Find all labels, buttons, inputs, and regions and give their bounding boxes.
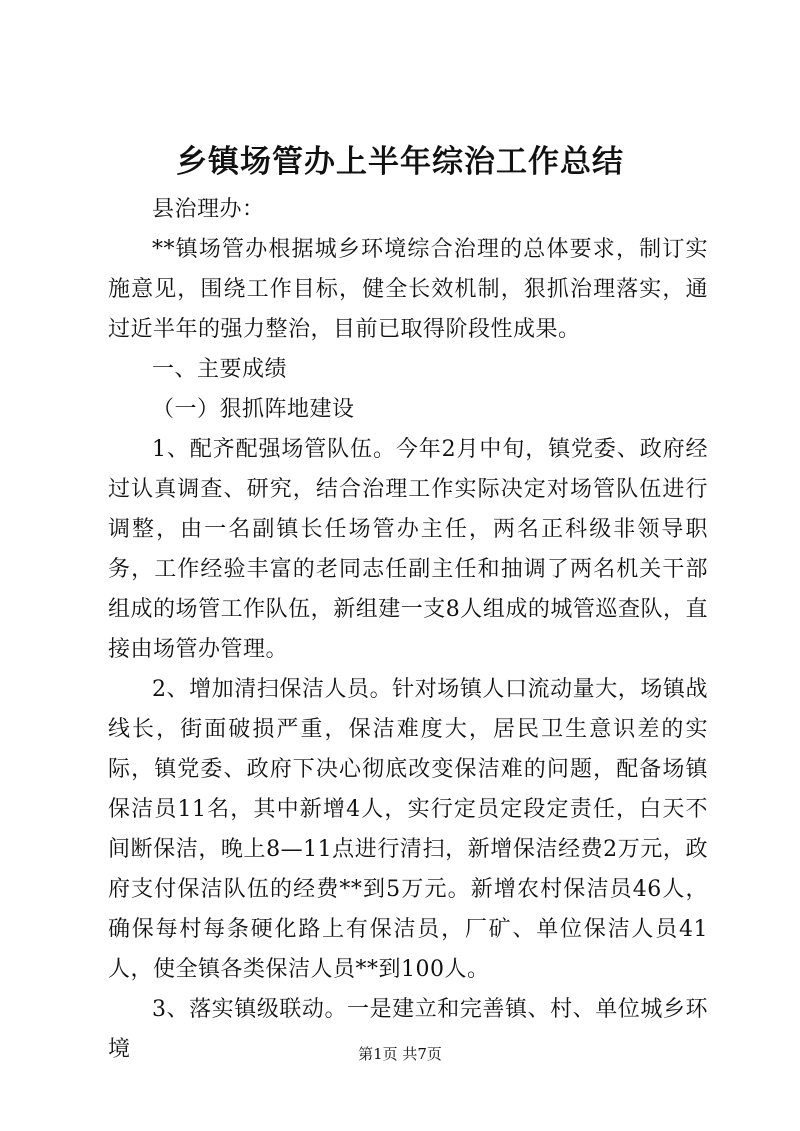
page-footer: 第1页 共7页 xyxy=(358,1045,442,1063)
section-heading-main-achievements: 一、主要成绩 xyxy=(152,357,288,382)
paragraph-item-2: 2、增加清扫保洁人员。针对场镇人口流动量大，场镇战线长，街面破损严重，保洁难度大，居民卫生意识差的实际，镇党委、政府下决心彻底改变保洁难的问题，配备场镇保洁员11名，其中新增4人，实行定员定段定责任，白天不间断保洁，晚上8—11点进行清扫，新增保洁经费2万元，政府支付保洁队伍的经费**到5万元。新增农村保洁员46人，确保每村每条硬化路上有保洁员，厂矿、单位保洁人员41人，使全镇各类保洁人员**到100人。 xyxy=(108,677,708,982)
paragraph-item-3: 3、落实镇级联动。一是建立和完善镇、村、单位城乡环境 xyxy=(108,997,708,1062)
paragraph-intro: **镇场管办根据城乡环境综合治理的总体要求，制订实施意见，围绕工作目标，健全长效机制，狠抓治理落实，通过近半年的强力整治，目前已取得阶段性成果。 xyxy=(108,237,708,342)
document-body xyxy=(108,190,708,1070)
subsection-heading-position-building: （一）狠抓阵地建设 xyxy=(152,397,355,422)
paragraph-item-1: 1、配齐配强场管队伍。今年2月中旬，镇党委、政府经过认真调查、研究，结合治理工作实际决定对场管队伍进行调整，由一名副镇长任场管办主任，两名正科级非领导职务，工作经验丰富的老同志任副主任和抽调了两名机关干部组成的场管工作队伍，新组建一支8人组成的城管巡查队，直接由场管办管理。 xyxy=(108,437,708,662)
document-title: 乡镇场管办上半年综治工作总结 xyxy=(176,144,624,180)
salutation: 县治理办： xyxy=(152,197,265,222)
